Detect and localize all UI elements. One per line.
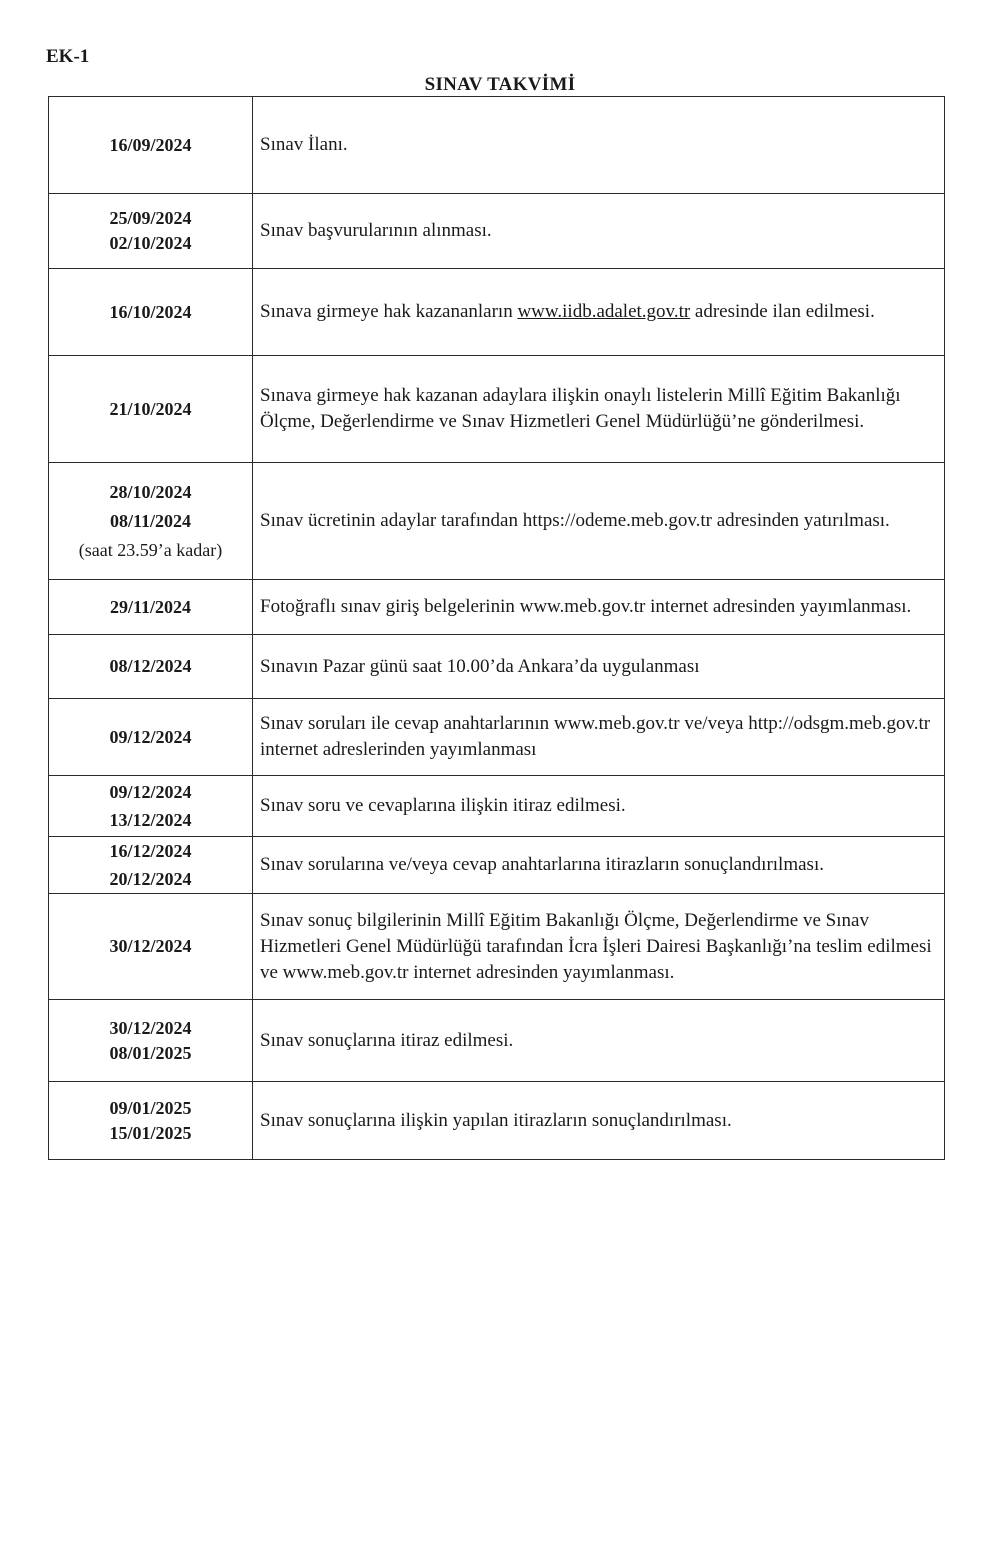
description-cell <box>253 463 945 580</box>
table-row <box>49 463 945 580</box>
date-text: 13/12/2024 <box>109 809 192 830</box>
date-cell <box>49 635 253 699</box>
description-text: Sınav sonuç bilgilerinin Millî Eğitim Bakanlığı Ölçme, Değerlendirme ve Sınav Hizmetleri Genel Müdürlüğü tarafından İcra İşleri Dairesi Başkanlığı’na teslim edilmesi ve www.meb.gov.tr internet adresinden yayımlanması. <box>260 909 932 983</box>
description-text: Sınav ücretinin adaylar tarafından https://odeme.meb.gov.tr adresinden yatırılması. <box>260 510 890 531</box>
date-text: 02/10/2024 <box>109 233 192 253</box>
table-row <box>49 699 945 776</box>
annex-label: EK-1 <box>46 46 90 67</box>
description-text: Sınavın Pazar günü saat 10.00’da Ankara’da uygulanması <box>260 655 700 677</box>
table-row <box>49 356 945 463</box>
description-cell <box>253 699 945 776</box>
date-cell <box>49 699 253 776</box>
date-text: 29/11/2024 <box>109 596 191 617</box>
table-row <box>49 580 945 635</box>
description-cell <box>253 1000 945 1082</box>
date-cell <box>49 894 253 1000</box>
date-text: 16/09/2024 <box>109 134 192 155</box>
description-text: Sınav sonuçlarına itiraz edilmesi. <box>260 1029 514 1051</box>
description-cell <box>253 97 945 194</box>
table-row <box>49 837 945 894</box>
description-text: Sınava girmeye hak kazananların <box>260 301 518 322</box>
date-cell <box>49 837 253 894</box>
description-text: Sınav sonuçlarına ilişkin yapılan itirazların sonuçlandırılması. <box>260 1109 732 1131</box>
table-row <box>49 635 945 699</box>
date-text: 21/10/2024 <box>109 398 192 419</box>
date-cell <box>49 269 253 356</box>
date-text: 08/01/2025 <box>109 1042 192 1063</box>
description-text: adresinde ilan edilmesi. <box>690 301 875 322</box>
date-text: 16/10/2024 <box>109 301 192 322</box>
description-text: Fotoğraflı sınav giriş belgelerinin www.meb.gov.tr internet adresinden yayımlanması. <box>260 596 912 617</box>
description-text: Sınav sorularına ve/veya cevap anahtarlarına itirazların sonuçlandırılması. <box>260 854 824 875</box>
date-cell <box>49 194 253 269</box>
description-text: Sınav başvurularının alınması. <box>260 220 492 241</box>
date-cell <box>49 776 253 837</box>
date-text: 30/12/2024 <box>109 936 192 956</box>
table-row <box>49 776 945 837</box>
date-text: 16/12/2024 <box>109 840 192 861</box>
description-cell <box>253 269 945 356</box>
website-link[interactable]: www.iidb.adalet.gov.tr <box>517 301 691 322</box>
date-cell <box>49 356 253 463</box>
date-text: 15/01/2025 <box>109 1122 192 1143</box>
date-text: 28/10/2024 <box>109 481 192 502</box>
table-row <box>49 194 945 269</box>
page-title: SINAV TAKVİMİ <box>424 74 576 95</box>
description-cell <box>253 580 945 635</box>
description-cell <box>253 1082 945 1160</box>
table-row <box>49 1000 945 1082</box>
description-cell <box>253 356 945 463</box>
date-cell <box>49 1082 253 1160</box>
date-text: 25/09/2024 <box>109 208 192 228</box>
description-text: Sınav soru ve cevaplarına ilişkin itiraz edilmesi. <box>260 795 626 816</box>
description-cell <box>253 837 945 894</box>
table-row <box>49 269 945 356</box>
date-text: 09/12/2024 <box>109 726 192 747</box>
date-text: 20/12/2024 <box>109 868 192 889</box>
date-text: 08/11/2024 <box>109 510 191 531</box>
date-note: (saat 23.59’a kadar) <box>78 539 223 560</box>
table-row <box>49 894 945 1000</box>
exam-calendar-table <box>48 96 945 1160</box>
date-text: 30/12/2024 <box>109 1017 192 1038</box>
description-cell <box>253 635 945 699</box>
table-row <box>49 1082 945 1160</box>
date-cell <box>49 97 253 194</box>
description-cell <box>253 776 945 837</box>
description-cell <box>253 894 945 1000</box>
description-cell <box>253 194 945 269</box>
table-row <box>49 97 945 194</box>
date-text: 09/12/2024 <box>109 781 192 802</box>
date-text: 09/01/2025 <box>109 1097 192 1118</box>
date-text: 08/12/2024 <box>109 656 192 676</box>
description-text: Sınav İlanı. <box>260 134 348 155</box>
date-cell <box>49 1000 253 1082</box>
description-text: Sınav soruları ile cevap anahtarlarının www.meb.gov.tr ve/veya http://odsgm.meb.gov.tr internet adreslerinden yayımlanması <box>260 713 931 760</box>
date-cell <box>49 580 253 635</box>
description-text: Sınava girmeye hak kazanan adaylara ilişkin onaylı listelerin Millî Eğitim Bakanlığı Ölçme, Değerlendirme ve Sınav Hizmetleri Genel Müdürlüğü’ne gönderilmesi. <box>260 385 901 432</box>
date-cell <box>49 463 253 580</box>
